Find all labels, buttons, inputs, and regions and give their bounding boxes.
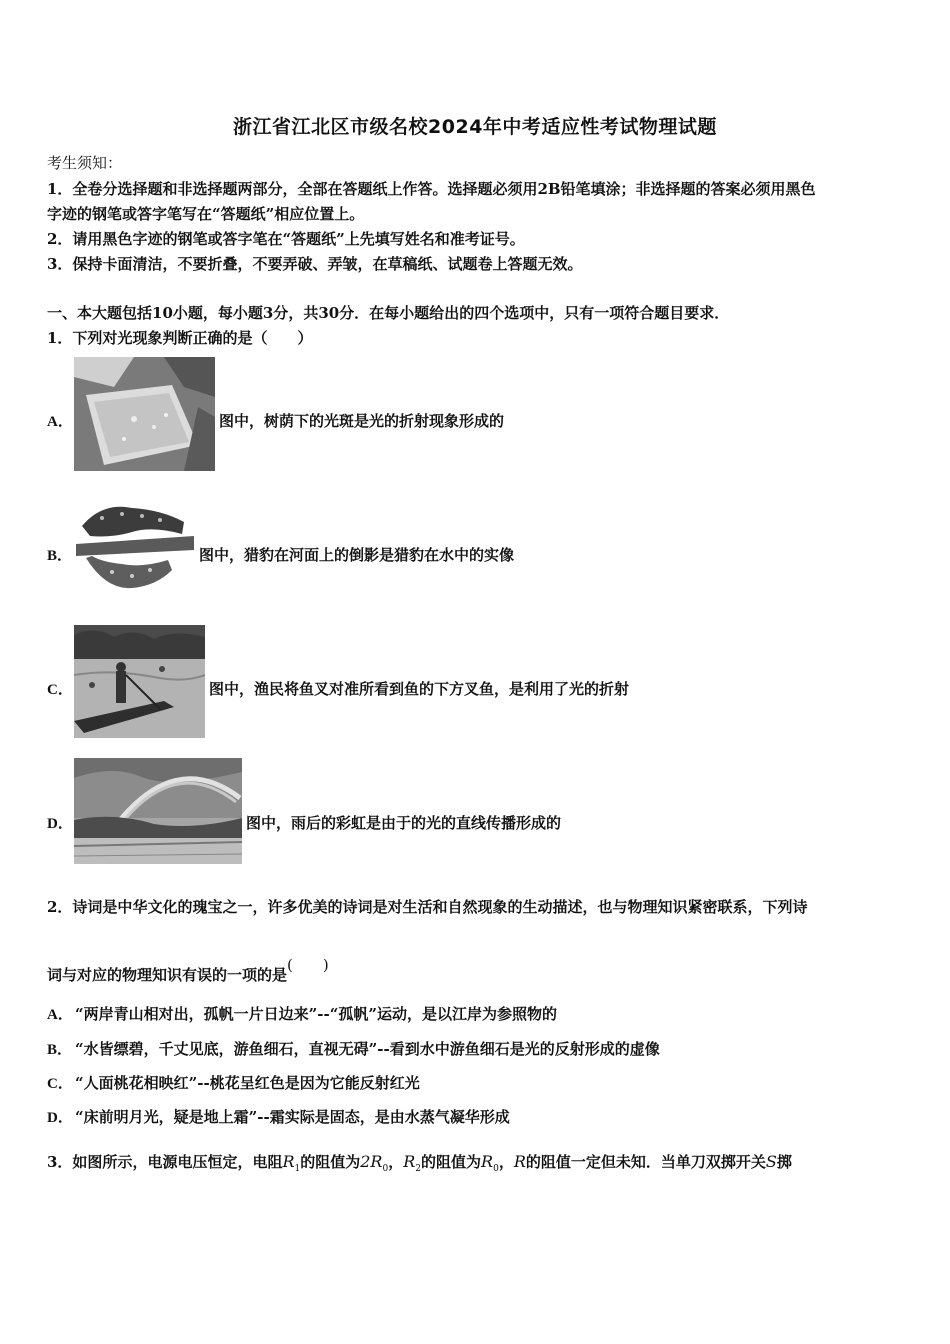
- q1-option-c-label: C．: [47, 682, 73, 698]
- question-2-stem-text: 词与对应的物理知识有误的一项的是: [47, 966, 288, 984]
- q2-option-b-text: “水皆缥碧，千丈见底，游鱼细石，直视无碍”--看到水中游鱼细石是光的反射形成的虚像: [75, 1040, 660, 1058]
- q3-switch-s: S: [765, 1152, 777, 1171]
- q3-text-5: ，: [498, 1153, 514, 1171]
- question-2-stem-line1: 2．诗词是中华文化的瑰宝之一，许多优美的诗词是对生活和自然现象的生动描述，也与物理知识紧密联系，下列诗: [47, 898, 808, 916]
- q2-option-b-label: B．: [47, 1042, 73, 1058]
- q1-option-d-label: D．: [47, 816, 73, 832]
- notice-item-3: 3．保持卡面清洁，不要折叠，不要弄破、弄皱，在草稿纸、试题卷上答题无效。: [47, 255, 583, 273]
- fisherman-photo-icon: [74, 625, 205, 738]
- q3-text-4: 的阻值为: [421, 1153, 482, 1171]
- question-2-stem-line2: [47, 954, 329, 985]
- q1-option-b-text: 图中，猎豹在河面上的倒影是猎豹在水中的实像: [199, 546, 515, 564]
- notice-item-1: 1．全卷分选择题和非选择题两部分，全部在答题纸上作答。选择题必须用2B铅笔填涂；非选择题的答案必须用黑色: [47, 180, 816, 198]
- q3-text-7: 掷: [776, 1153, 792, 1171]
- q1-option-a-text: 图中，树荫下的光斑是光的折射现象形成的: [219, 412, 505, 430]
- q2-option-d-text: “床前明月光，疑是地上霜”--霜实际是固态，是由水蒸气凝华形成: [75, 1108, 510, 1126]
- q3-r1: $R_1$: [282, 1152, 301, 1175]
- section-heading: 一、本大题包括10小题，每小题3分，共30分．在每小题给出的四个选项中，只有一项符合题目要求．: [47, 304, 730, 322]
- question-1-stem: 1．下列对光现象判断正确的是（ ）: [47, 329, 313, 347]
- q3-value-r0: $R_0$: [481, 1152, 499, 1175]
- page-title: 浙江省江北区市级名校2024年中考适应性考试物理试题: [233, 116, 717, 138]
- notice-item-1-cont: 字迹的钢笔或答字笔写在“答题纸”相应位置上。: [47, 205, 365, 223]
- q3-r: R: [513, 1152, 526, 1171]
- q2-option-c-label: C．: [47, 1076, 73, 1092]
- q3-r2: $R_2$: [403, 1152, 422, 1175]
- notice-item-2: 2．请用黑色字迹的钢笔或答字笔在“答题纸”上先填写姓名和准考证号。: [47, 230, 525, 248]
- q3-text-6: 的阻值一定但未知．当单刀双掷开关: [525, 1153, 766, 1171]
- q1-option-d-text: 图中，雨后的彩虹是由于的光的直线传播形成的: [246, 814, 562, 832]
- q2-option-c-text: “人面桃花相映红”--桃花呈红色是因为它能反射红光: [75, 1074, 420, 1092]
- q1-option-a-label: A．: [47, 414, 73, 430]
- q3-text-2: 的阻值为: [300, 1153, 361, 1171]
- answer-parenthesis: ( ): [287, 956, 329, 974]
- question-3-stem: [47, 1151, 792, 1174]
- light-spot-photo-icon: [74, 357, 215, 471]
- rainbow-photo-icon: [74, 758, 242, 864]
- notice-heading: 考生须知：: [47, 154, 123, 172]
- q1-option-b-label: B．: [47, 548, 73, 564]
- q3-text-3: ，: [388, 1153, 404, 1171]
- q3-text-1: 3．如图所示，电源电压恒定，电阻: [47, 1153, 283, 1171]
- q2-option-a-label: A．: [47, 1007, 73, 1023]
- q2-option-a-text: “两岸青山相对出，孤帆一片日边来”--“孤帆”运动，是以江岸为参照物的: [75, 1005, 557, 1023]
- q1-option-c-text: 图中，渔民将鱼叉对准所看到鱼的下方叉鱼，是利用了光的折射: [209, 680, 630, 698]
- cheetah-reflection-photo-icon: [72, 496, 194, 602]
- q3-value-2r0: $2R_0$: [360, 1152, 389, 1175]
- q2-option-d-label: D．: [47, 1110, 73, 1126]
